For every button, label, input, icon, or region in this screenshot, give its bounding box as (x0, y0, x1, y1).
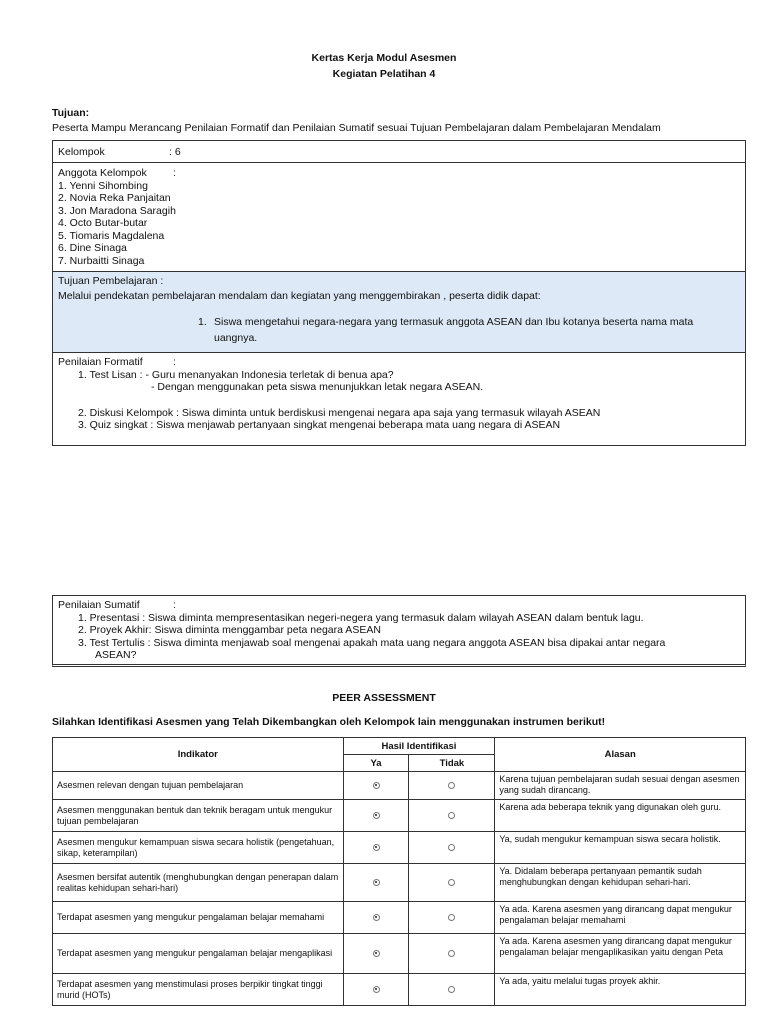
tujuan-pembelajaran-intro: Melalui pendekatan pembelajaran mendalam dan kegiatan yang menggembirakan , peserta didik dapat: (58, 289, 541, 302)
peer-assessment-instruction: Silahkan Identifikasi Asesmen yang Telah Dikembangkan oleh Kelompok lain menggunakan instrumen berikut! (52, 716, 606, 728)
table-row (53, 772, 746, 800)
ya-radio[interactable] (373, 782, 380, 789)
kelompok-value: : 6 (169, 146, 181, 158)
anggota-row (53, 163, 745, 272)
document-subtitle: Kegiatan Pelatihan 4 (332, 68, 436, 80)
alasan-cell: Ya, sudah mengukur kemampuan siswa secara holistik. (495, 832, 746, 864)
alasan-cell: Karena ada beberapa teknik yang digunakan oleh guru. (495, 800, 746, 832)
ya-cell (343, 934, 409, 974)
anggota-colon: : (173, 167, 176, 179)
tujuan-item-line1: Siswa mengetahui negara-negara yang termasuk anggota ASEAN dan Ibu kotanya beserta nama mata (214, 316, 694, 328)
member-item: 5. Tiomaris Magdalena (58, 229, 165, 242)
indikator-cell: Asesmen menggunakan bentuk dan teknik beragam untuk mengukur tujuan pembelajaran (53, 800, 344, 832)
table-row (53, 800, 746, 832)
member-item: 4. Octo Butar-butar (58, 217, 148, 229)
member-item: 6. Dine Sinaga (58, 242, 127, 254)
tidak-cell (409, 934, 495, 974)
header-alasan: Alasan (495, 738, 746, 772)
table-row (53, 934, 746, 974)
sumatif-item-3: 3. Test Tertulis : Siswa diminta menjawab soal mengenai apakah mata uang negara anggota ASEAN bisa dipakai antar negara (78, 636, 666, 649)
tujuan-item-number: 1. (198, 316, 207, 328)
ya-radio[interactable] (373, 879, 380, 886)
document-title: Kertas Kerja Modul Asesmen (311, 52, 457, 64)
ya-cell (343, 800, 409, 832)
member-item: 7. Nurbaitti Sinaga (58, 254, 145, 267)
tidak-radio[interactable] (448, 844, 455, 851)
sumatif-item-2: 2. Proyek Akhir: Siswa diminta menggambar peta negara ASEAN (78, 624, 381, 636)
peer-assessment-table (52, 737, 746, 1006)
tidak-cell (409, 832, 495, 864)
sumatif-box (52, 595, 746, 667)
ya-radio[interactable] (373, 986, 380, 993)
tidak-radio[interactable] (448, 782, 455, 789)
ya-cell (343, 974, 409, 1006)
tidak-radio[interactable] (448, 812, 455, 819)
tujuan-pembelajaran-row (53, 272, 745, 353)
sumatif-item-3-cont: ASEAN? (95, 649, 137, 661)
ya-cell (343, 864, 409, 902)
sumatif-item-1: 1. Presentasi : Siswa diminta mempresentasikan negeri-negera yang termasuk dalam wilayah ASEAN dalam bentuk lagu. (78, 611, 644, 624)
formatif-row (53, 353, 745, 445)
ya-radio[interactable] (373, 950, 380, 957)
formatif-label: Penilaian Formatif (58, 356, 143, 368)
group-info-box (52, 140, 746, 446)
peer-assessment-title: PEER ASSESSMENT (332, 692, 436, 704)
sumatif-label: Penilaian Sumatif (58, 599, 140, 611)
tidak-radio[interactable] (448, 986, 455, 993)
alasan-cell: Ya. Didalam beberapa pertanyaan pemantik sudah menghubungkan dengan kehidupan sehari-hari. (495, 864, 746, 902)
member-item: 3. Jon Maradona Saragih (58, 204, 176, 217)
indikator-cell: Asesmen relevan dengan tujuan pembelajaran (53, 772, 344, 800)
tidak-cell (409, 902, 495, 934)
tujuan-label: Tujuan: (52, 107, 90, 119)
indikator-cell: Asesmen mengukur kemampuan siswa secara holistik (pengetahuan, sikap, keterampilan) (53, 832, 344, 864)
formatif-colon: : (173, 356, 176, 368)
indikator-cell: Asesmen bersifat autentik (menghubungkan dengan penerapan dalam realitas kehidupan sehari-hari) (53, 864, 344, 902)
ya-radio[interactable] (373, 844, 380, 851)
ya-cell (343, 772, 409, 800)
table-row (53, 832, 746, 864)
alasan-cell: Ya ada. Karena asesmen yang dirancang dapat mengukur pengalaman belajar memahami (495, 902, 746, 934)
kelompok-row (53, 141, 745, 163)
table-row (53, 902, 746, 934)
member-item: 2. Novia Reka Panjaitan (58, 192, 171, 204)
tidak-cell (409, 800, 495, 832)
tidak-radio[interactable] (448, 950, 455, 957)
tidak-radio[interactable] (448, 879, 455, 886)
formatif-item-1-sub: - Dengan menggunakan peta siswa menunjukkan letak negara ASEAN. (151, 381, 484, 393)
formatif-item-3: 3. Quiz singkat : Siswa menjawab pertanyaan singkat mengenai beberapa mata uang negara di ASEAN (78, 419, 561, 431)
header-tidak: Tidak (409, 755, 495, 772)
table-row (53, 864, 746, 902)
table-row (53, 974, 746, 1006)
tidak-cell (409, 864, 495, 902)
formatif-item-2: 2. Diskusi Kelompok : Siswa diminta untuk berdiskusi mengenai negara apa saja yang termasuk wilayah ASEAN (78, 406, 601, 419)
tidak-cell (409, 772, 495, 800)
member-item: 1. Yenni Sihombing (58, 179, 148, 192)
indikator-cell: Terdapat asesmen yang mengukur pengalaman belajar mengaplikasi (53, 934, 344, 974)
tidak-radio[interactable] (448, 914, 455, 921)
tujuan-text: Peserta Mampu Merancang Penilaian Formatif dan Penilaian Sumatif sesuai Tujuan Pembelajaran dalam Pembelajaran Mendalam (52, 122, 661, 134)
alasan-cell: Ya ada. Karena asesmen yang dirancang dapat mengukur pengalaman belajar mengaplikasikan yaitu dengan Peta (495, 934, 746, 974)
tujuan-item-line2: uangnya. (214, 332, 258, 344)
header-ya: Ya (343, 755, 409, 772)
tidak-cell (409, 974, 495, 1006)
kelompok-label: Kelompok (58, 146, 105, 158)
sumatif-colon: : (173, 599, 176, 611)
anggota-label: Anggota Kelompok (58, 167, 147, 179)
ya-radio[interactable] (373, 812, 380, 819)
indikator-cell: Terdapat asesmen yang mengukur pengalaman belajar memahami (53, 902, 344, 934)
formatif-item-1: 1. Test Lisan : - Guru menanyakan Indonesia terletak di benua apa? (78, 368, 394, 381)
ya-cell (343, 832, 409, 864)
tujuan-pembelajaran-label: Tujuan Pembelajaran : (58, 275, 164, 287)
header-hasil: Hasil Identifikasi (343, 738, 495, 755)
alasan-cell: Karena tujuan pembelajaran sudah sesuai dengan asesmen yang sudah dirancang. (495, 772, 746, 800)
ya-radio[interactable] (373, 914, 380, 921)
indikator-cell: Terdapat asesmen yang menstimulasi proses berpikir tingkat tinggi murid (HOTs) (53, 974, 344, 1006)
alasan-cell: Ya ada, yaitu melalui tugas proyek akhir. (495, 974, 746, 1006)
header-indikator: Indikator (53, 738, 344, 772)
ya-cell (343, 902, 409, 934)
